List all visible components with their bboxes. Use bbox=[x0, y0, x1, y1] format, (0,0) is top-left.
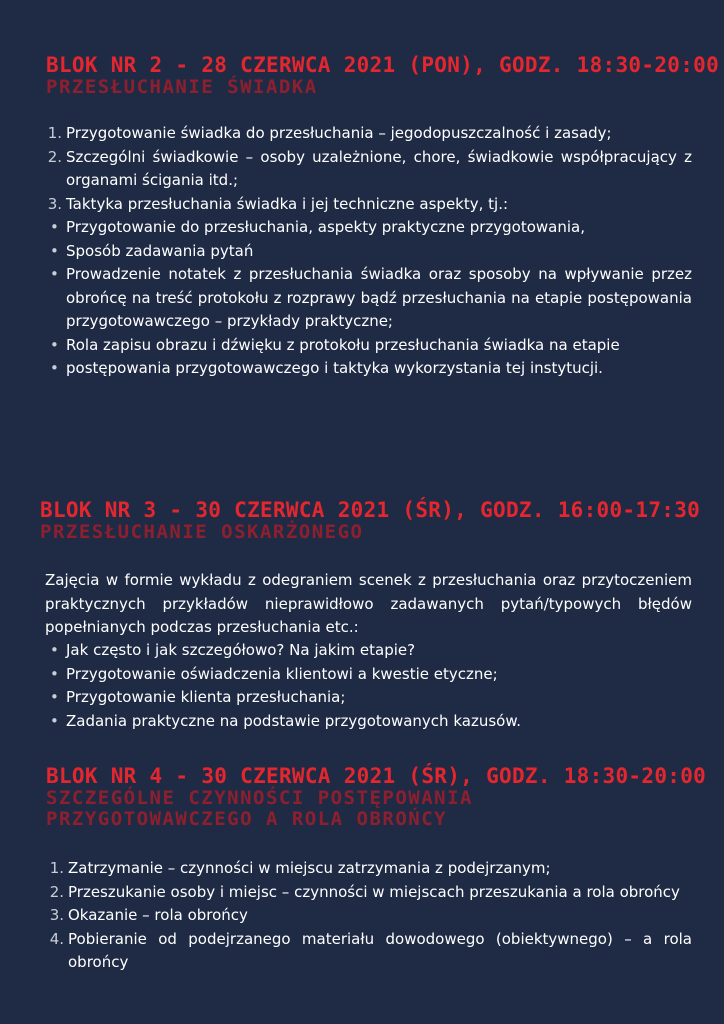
list-item-text: postępowania przygotowawczego i taktyka wykorzystania tej instytucji. bbox=[66, 359, 603, 377]
list-item bbox=[46, 240, 692, 264]
list-marker: 3. bbox=[47, 194, 62, 213]
list-item bbox=[46, 122, 692, 146]
list-item-text: Pobieranie od podejrzanego materiału dowodowego (obiektywnego) – a rola obrońcy bbox=[68, 929, 692, 971]
list-item bbox=[46, 193, 692, 217]
bullet-marker: • bbox=[50, 335, 59, 354]
list-item-text: Przygotowanie klienta przesłuchania; bbox=[66, 688, 346, 706]
list-item bbox=[46, 334, 692, 358]
list-item bbox=[46, 686, 692, 710]
block-4-subtitle-line-1: SZCZEGÓLNE CZYNNOŚCI POSTĘPOWANIA bbox=[46, 787, 473, 809]
block-3-title: BLOK NR 3 - 30 CZERWCA 2021 (ŚR), GODZ. 16:00-17:30 bbox=[40, 498, 701, 522]
list-item-text: Przygotowanie oświadczenia klientowi a kwestie etyczne; bbox=[66, 664, 498, 683]
block-4-subtitle-line-2: PRZYGOTOWAWCZEGO A ROLA OBROŃCY bbox=[46, 808, 448, 830]
list-marker: 2. bbox=[49, 882, 64, 901]
list-item bbox=[46, 639, 692, 663]
bullet-marker: • bbox=[50, 359, 59, 377]
list-item bbox=[48, 881, 692, 905]
list-item bbox=[46, 357, 692, 381]
list-item-text: Zatrzymanie – czynności w miejscu zatrzymania z podejrzanym; bbox=[68, 859, 551, 877]
list-item-text: Zadania praktyczne na podstawie przygotowanych kazusów. bbox=[66, 711, 521, 730]
list-marker: 2. bbox=[47, 147, 62, 166]
bullet-marker: • bbox=[50, 218, 59, 236]
block-3-subtitle: PRZESŁUCHANIE OSKARŻONEGO bbox=[40, 521, 364, 543]
block-2 bbox=[0, 53, 724, 377]
list-item-text: Przygotowanie do przesłuchania, aspekty praktyczne przygotowania, bbox=[66, 218, 585, 236]
list-item bbox=[46, 263, 692, 334]
list-item-text: Przeszukanie osoby i miejsc – czynności w miejscach przeszukania a rola obrońcy bbox=[68, 882, 680, 901]
list-item bbox=[48, 904, 692, 928]
block-4-title: BLOK NR 4 - 30 CZERWCA 2021 (ŚR), GODZ. 18:30-20:00 bbox=[46, 764, 707, 788]
list-item bbox=[46, 146, 692, 193]
block-2-subtitle: PRZESŁUCHANIE ŚWIADKA bbox=[46, 76, 318, 98]
list-item bbox=[46, 710, 692, 734]
bullet-marker: • bbox=[50, 711, 59, 730]
list-marker: 1. bbox=[49, 859, 64, 877]
list-item-text: Sposób zadawania pytań bbox=[66, 241, 254, 260]
list-item bbox=[46, 663, 692, 687]
block-4-list bbox=[48, 857, 692, 975]
list-item bbox=[46, 216, 692, 240]
bullet-marker: • bbox=[50, 664, 59, 683]
list-item bbox=[48, 928, 692, 975]
list-item-text: Szczególni świadkowie – osoby uzależnione, chore, świadkowie współpracujący z organami ścigania itd.; bbox=[66, 147, 692, 189]
list-item-text: Okazanie – rola obrońcy bbox=[68, 906, 248, 924]
list-item-text: Prowadzenie notatek z przesłuchania świadka oraz sposoby na wpływanie przez obrońcę na treść protokołu z rozprawy bądź przesłuchania na etapie postępowania przygotowawczego – przykłady praktyczne; bbox=[66, 265, 692, 330]
list-item-text: Jak często i jak szczegółowo? Na jakim etapie? bbox=[66, 641, 416, 659]
list-item-text: Przygotowanie świadka do przesłuchania – jegodopuszczalność i zasady; bbox=[66, 124, 612, 142]
bullet-marker: • bbox=[50, 688, 59, 706]
block-4 bbox=[0, 764, 724, 971]
list-item-text: Taktyka przesłuchania świadka i jej techniczne aspekty, tj.: bbox=[66, 194, 509, 213]
list-marker: 3. bbox=[49, 906, 64, 924]
block-3-intro: Zajęcia w formie wykładu z odegraniem scenek z przesłuchania oraz przytoczeniem praktycznych przykładów nieprawidłowo zadawanych pytań/typowych błędów popełnianych podczas przesłuchania etc.: bbox=[45, 571, 692, 636]
block-2-list bbox=[46, 122, 692, 381]
bullet-marker: • bbox=[50, 241, 59, 260]
list-item-text: Rola zapisu obrazu i dźwięku z protokołu przesłuchania świadka na etapie bbox=[66, 335, 620, 354]
bullet-marker: • bbox=[50, 265, 59, 283]
bullet-marker: • bbox=[50, 641, 59, 659]
list-marker: 1. bbox=[47, 124, 62, 142]
block-3-list bbox=[46, 639, 692, 733]
list-marker: 4. bbox=[49, 929, 64, 948]
block-2-title: BLOK NR 2 - 28 CZERWCA 2021 (PON), GODZ. 18:30-20:00 bbox=[46, 53, 720, 77]
block-3 bbox=[0, 498, 724, 730]
list-item bbox=[48, 857, 692, 881]
